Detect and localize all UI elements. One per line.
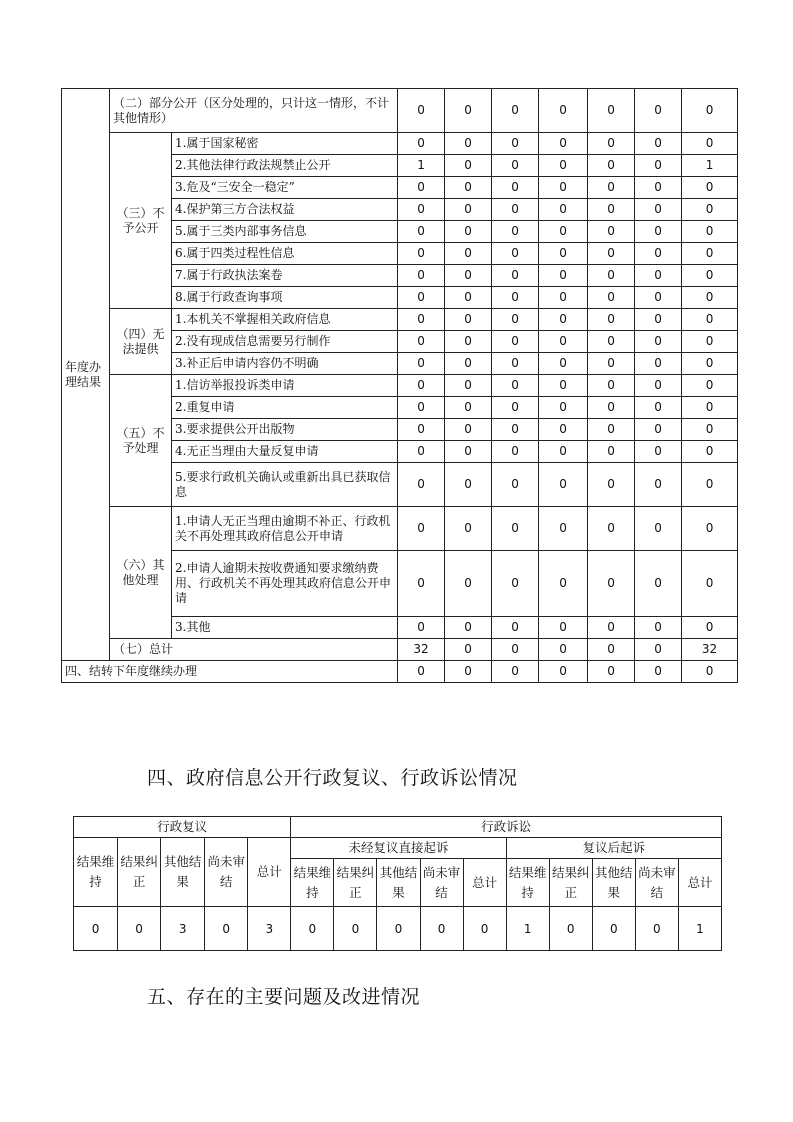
row-label: （二）部分公开（区分处理的，只计这一情形，不计其他情形） — [110, 89, 398, 133]
total-value: 0 — [492, 639, 539, 661]
row-value: 0 — [588, 551, 635, 617]
table-row — [62, 309, 738, 331]
row-value: 0 — [398, 353, 445, 375]
row-value: 0 — [445, 243, 492, 265]
row-label: 7.属于行政执法案卷 — [172, 265, 398, 287]
total-value: 32 — [398, 639, 445, 661]
section5-heading: 五、存在的主要问题及改进情况 — [147, 986, 421, 1008]
row-value: 0 — [539, 199, 588, 221]
carryover-value: 0 — [539, 661, 588, 683]
row-value: 0 — [539, 463, 588, 507]
outcome-table — [61, 88, 738, 683]
partial-value: 0 — [398, 89, 445, 133]
partial-value: 0 — [635, 89, 682, 133]
total-row — [62, 639, 738, 661]
partial-value: 0 — [492, 89, 539, 133]
review-value: 0 — [205, 907, 248, 951]
row-value: 0 — [492, 551, 539, 617]
direct-col-header: 总计 — [463, 859, 506, 907]
row-value: 0 — [635, 265, 682, 287]
row-value: 0 — [635, 243, 682, 265]
row-value: 0 — [492, 353, 539, 375]
row-value: 0 — [398, 375, 445, 397]
direct-col-header: 其他结果 — [377, 859, 420, 907]
row-value: 0 — [492, 155, 539, 177]
row-value: 0 — [398, 265, 445, 287]
row-value: 0 — [682, 463, 738, 507]
row-value: 0 — [682, 551, 738, 617]
row-value: 0 — [398, 551, 445, 617]
row-value: 0 — [492, 287, 539, 309]
row-value: 0 — [445, 419, 492, 441]
row-value: 0 — [635, 309, 682, 331]
direct-value: 0 — [291, 907, 334, 951]
direct-suit-header: 未经复议直接起诉 — [291, 838, 506, 859]
row-value: 0 — [398, 397, 445, 419]
total-label: （七）总计 — [110, 639, 398, 661]
row-value: 0 — [588, 397, 635, 419]
row-value: 0 — [445, 287, 492, 309]
row-value: 0 — [539, 353, 588, 375]
row-label: 2.没有现成信息需要另行制作 — [172, 331, 398, 353]
row-value: 0 — [492, 617, 539, 639]
row-label: 1.属于国家秘密 — [172, 133, 398, 155]
row-value: 0 — [492, 419, 539, 441]
total-value: 0 — [539, 639, 588, 661]
row-value: 0 — [682, 507, 738, 551]
row-value: 0 — [539, 243, 588, 265]
carryover-value: 0 — [588, 661, 635, 683]
row-value: 0 — [682, 353, 738, 375]
direct-value: 0 — [463, 907, 506, 951]
review-col-header: 总计 — [248, 838, 291, 907]
row-value: 0 — [539, 441, 588, 463]
row-value: 0 — [635, 507, 682, 551]
direct-value: 0 — [377, 907, 420, 951]
row-value: 0 — [398, 463, 445, 507]
row-value: 0 — [682, 177, 738, 199]
group-label: （五）不予处理 — [110, 375, 172, 507]
row-value: 0 — [445, 331, 492, 353]
row-value: 0 — [445, 133, 492, 155]
row-value: 0 — [588, 177, 635, 199]
row-value: 0 — [398, 617, 445, 639]
row-label: 1.本机关不掌握相关政府信息 — [172, 309, 398, 331]
carryover-value: 0 — [398, 661, 445, 683]
row-value: 0 — [635, 419, 682, 441]
row-value: 0 — [635, 441, 682, 463]
direct-col-header: 结果纠正 — [334, 859, 377, 907]
row-value: 0 — [445, 507, 492, 551]
direct-col-header: 结果维持 — [291, 859, 334, 907]
row-value: 0 — [539, 221, 588, 243]
row-value: 0 — [492, 375, 539, 397]
row-value: 0 — [682, 617, 738, 639]
row-value: 0 — [588, 331, 635, 353]
row-label: 6.属于四类过程性信息 — [172, 243, 398, 265]
row-value: 0 — [635, 397, 682, 419]
row-value: 0 — [398, 133, 445, 155]
row-value: 0 — [635, 617, 682, 639]
row-label: 2.申请人逾期未按收费通知要求缴纳费用、行政机关不再处理其政府信息公开申请 — [172, 551, 398, 617]
row-value: 0 — [682, 309, 738, 331]
partial-value: 0 — [445, 89, 492, 133]
after-col-header: 其他结果 — [592, 859, 635, 907]
row-value: 0 — [398, 199, 445, 221]
after-value: 0 — [635, 907, 678, 951]
row-value: 0 — [682, 419, 738, 441]
row-value: 0 — [635, 331, 682, 353]
row-value: 0 — [445, 617, 492, 639]
row-value: 0 — [539, 397, 588, 419]
row-value: 0 — [539, 309, 588, 331]
row-value: 0 — [492, 177, 539, 199]
carryover-value: 0 — [445, 661, 492, 683]
row-value: 0 — [588, 309, 635, 331]
row-value: 0 — [539, 507, 588, 551]
row-value: 0 — [682, 331, 738, 353]
row-value: 0 — [635, 463, 682, 507]
after-value: 0 — [592, 907, 635, 951]
carryover-value: 0 — [635, 661, 682, 683]
row-value: 0 — [588, 221, 635, 243]
after-review-header: 复议后起诉 — [506, 838, 721, 859]
carryover-row — [62, 661, 738, 683]
row-value: 0 — [398, 507, 445, 551]
row-value: 0 — [398, 331, 445, 353]
section-label: 年度办理结果 — [62, 89, 110, 661]
total-value: 0 — [635, 639, 682, 661]
total-value: 32 — [682, 639, 738, 661]
row-value: 0 — [398, 243, 445, 265]
row-value: 0 — [588, 353, 635, 375]
after-value: 1 — [678, 907, 721, 951]
row-label: 5.要求行政机关确认或重新出具已获取信息 — [172, 463, 398, 507]
row-value: 0 — [539, 155, 588, 177]
row-label: 2.重复申请 — [172, 397, 398, 419]
direct-col-header: 尚未审结 — [420, 859, 463, 907]
row-label: 2.其他法律行政法规禁止公开 — [172, 155, 398, 177]
group-label: （六）其他处理 — [110, 507, 172, 639]
row-label: 5.属于三类内部事务信息 — [172, 221, 398, 243]
row-label: 3.危及“三安全一稳定” — [172, 177, 398, 199]
review-col-header: 结果纠正 — [118, 838, 161, 907]
row-value: 0 — [398, 221, 445, 243]
row-label: 4.无正当理由大量反复申请 — [172, 441, 398, 463]
row-value: 0 — [682, 221, 738, 243]
row-value: 0 — [398, 177, 445, 199]
row-value: 0 — [539, 419, 588, 441]
row-value: 0 — [492, 441, 539, 463]
row-value: 0 — [398, 419, 445, 441]
after-col-header: 结果纠正 — [549, 859, 592, 907]
row-value: 0 — [445, 551, 492, 617]
row-value: 0 — [588, 617, 635, 639]
row-value: 0 — [588, 463, 635, 507]
review-col-header: 结果维持 — [74, 838, 118, 907]
row-value: 0 — [588, 287, 635, 309]
row-label: 4.保护第三方合法权益 — [172, 199, 398, 221]
row-value: 0 — [492, 397, 539, 419]
row-value: 0 — [588, 441, 635, 463]
row-value: 0 — [539, 265, 588, 287]
row-value: 0 — [492, 133, 539, 155]
row-value: 0 — [682, 397, 738, 419]
direct-value: 0 — [334, 907, 377, 951]
group-label: （四）无法提供 — [110, 309, 172, 375]
row-value: 0 — [492, 309, 539, 331]
row-value: 0 — [445, 177, 492, 199]
row-value: 0 — [682, 199, 738, 221]
row-value: 0 — [635, 221, 682, 243]
row-value: 0 — [682, 287, 738, 309]
after-value: 0 — [549, 907, 592, 951]
row-value: 0 — [635, 199, 682, 221]
row-value: 1 — [682, 155, 738, 177]
table-row — [62, 89, 738, 133]
row-label: 3.其他 — [172, 617, 398, 639]
row-value: 0 — [635, 133, 682, 155]
review-value: 3 — [248, 907, 291, 951]
row-value: 0 — [445, 353, 492, 375]
row-value: 0 — [635, 353, 682, 375]
row-value: 0 — [635, 155, 682, 177]
after-value: 1 — [506, 907, 549, 951]
group-label: （三）不予公开 — [110, 133, 172, 309]
table-row — [62, 507, 738, 551]
row-value: 0 — [445, 441, 492, 463]
row-value: 0 — [445, 309, 492, 331]
row-value: 0 — [539, 551, 588, 617]
row-value: 0 — [539, 177, 588, 199]
row-value: 0 — [588, 419, 635, 441]
row-value: 0 — [635, 551, 682, 617]
row-value: 0 — [445, 221, 492, 243]
carryover-value: 0 — [492, 661, 539, 683]
row-value: 0 — [492, 507, 539, 551]
row-value: 0 — [445, 463, 492, 507]
after-col-header: 尚未审结 — [635, 859, 678, 907]
row-value: 0 — [539, 287, 588, 309]
row-label: 1.申请人无正当理由逾期不补正、行政机关不再处理其政府信息公开申请 — [172, 507, 398, 551]
partial-value: 0 — [682, 89, 738, 133]
row-value: 0 — [539, 331, 588, 353]
row-value: 0 — [492, 199, 539, 221]
partial-value: 0 — [539, 89, 588, 133]
row-value: 0 — [445, 265, 492, 287]
row-value: 0 — [445, 155, 492, 177]
after-col-header: 总计 — [678, 859, 721, 907]
after-col-header: 结果维持 — [506, 859, 549, 907]
partial-value: 0 — [588, 89, 635, 133]
total-value: 0 — [588, 639, 635, 661]
row-value: 0 — [682, 265, 738, 287]
row-value: 0 — [588, 155, 635, 177]
row-value: 0 — [492, 265, 539, 287]
litigation-header: 行政诉讼 — [291, 817, 722, 838]
review-litigation-table — [73, 816, 722, 951]
carryover-value: 0 — [682, 661, 738, 683]
row-value: 0 — [588, 265, 635, 287]
row-value: 0 — [588, 507, 635, 551]
row-value: 1 — [398, 155, 445, 177]
row-value: 0 — [398, 309, 445, 331]
table-row — [62, 133, 738, 155]
review-col-header: 其他结果 — [161, 838, 205, 907]
row-value: 0 — [635, 177, 682, 199]
row-value: 0 — [635, 375, 682, 397]
row-value: 0 — [398, 441, 445, 463]
review-col-header: 尚未审结 — [205, 838, 248, 907]
row-value: 0 — [588, 133, 635, 155]
row-label: 8.属于行政查询事项 — [172, 287, 398, 309]
row-label: 1.信访举报投诉类申请 — [172, 375, 398, 397]
row-value: 0 — [539, 133, 588, 155]
row-value: 0 — [588, 199, 635, 221]
row-value: 0 — [492, 243, 539, 265]
carryover-label: 四、结转下年度继续办理 — [62, 661, 398, 683]
total-value: 0 — [445, 639, 492, 661]
review-header: 行政复议 — [74, 817, 291, 838]
row-value: 0 — [398, 287, 445, 309]
row-value: 0 — [682, 441, 738, 463]
row-value: 0 — [492, 331, 539, 353]
row-value: 0 — [539, 375, 588, 397]
review-value: 0 — [118, 907, 161, 951]
row-label: 3.补正后申请内容仍不明确 — [172, 353, 398, 375]
review-value: 3 — [161, 907, 205, 951]
row-label: 3.要求提供公开出版物 — [172, 419, 398, 441]
row-value: 0 — [492, 463, 539, 507]
section4-heading: 四、政府信息公开行政复议、行政诉讼情况 — [147, 767, 518, 789]
row-value: 0 — [635, 287, 682, 309]
row-value: 0 — [445, 375, 492, 397]
direct-value: 0 — [420, 907, 463, 951]
row-value: 0 — [682, 133, 738, 155]
row-value: 0 — [588, 243, 635, 265]
table-row — [62, 375, 738, 397]
row-value: 0 — [492, 221, 539, 243]
row-value: 0 — [539, 617, 588, 639]
row-value: 0 — [445, 397, 492, 419]
row-value: 0 — [682, 375, 738, 397]
review-value: 0 — [74, 907, 118, 951]
row-value: 0 — [682, 243, 738, 265]
row-value: 0 — [588, 375, 635, 397]
row-value: 0 — [445, 199, 492, 221]
